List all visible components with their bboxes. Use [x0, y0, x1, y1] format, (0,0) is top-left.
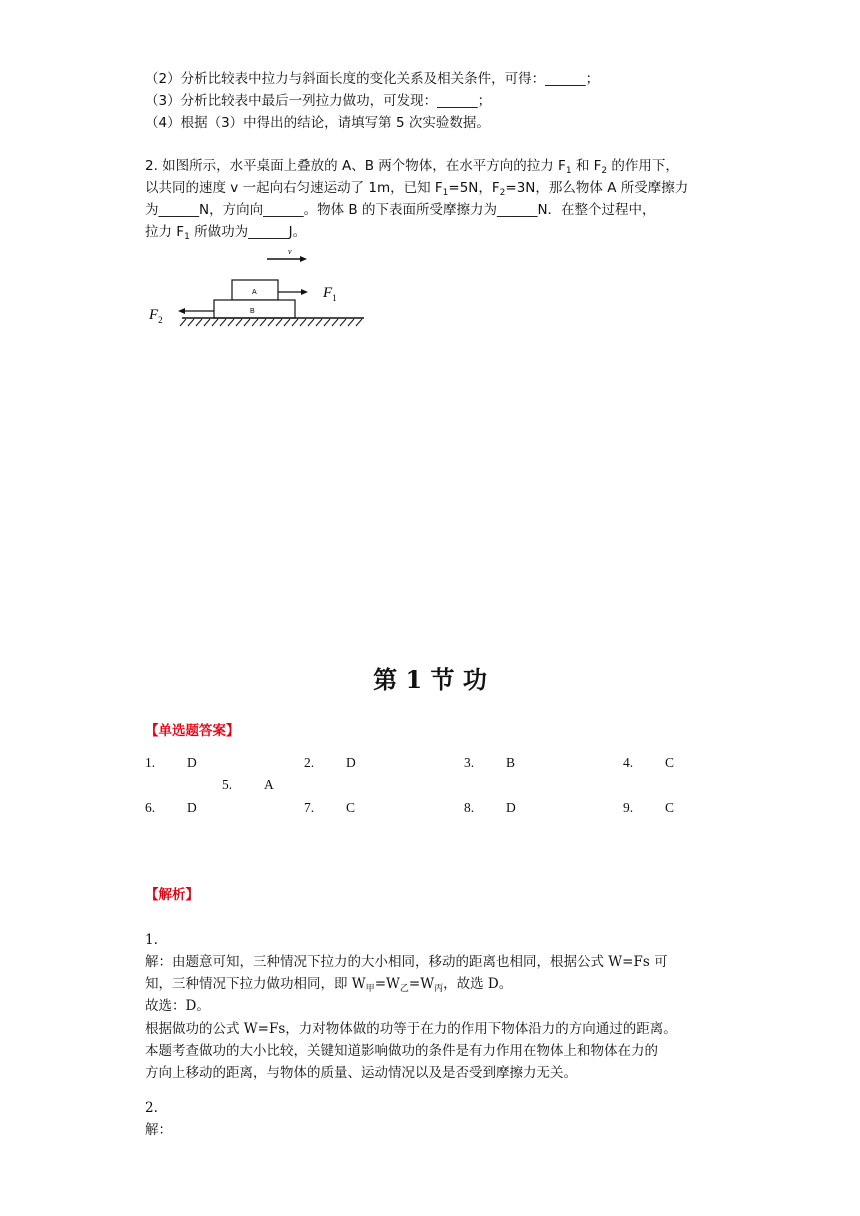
- analysis-choice: 故选：D。: [145, 998, 210, 1014]
- analysis-text: 根据做功的公式 W=Fs，力对物体做的功等于在力的作用下物体沿力的方向通过的距离。: [145, 1021, 677, 1037]
- answer-item: 3. B: [464, 755, 516, 770]
- q2-line-4: 拉力 $F_1$ 所做功为______J。: [145, 224, 307, 242]
- ground-hatching: [180, 319, 362, 326]
- analysis-text: 本题考查做功的大小比较，关键知道影响做功的条件是有力作用在物体上和物体在力的: [145, 1043, 658, 1059]
- answer-item: 1. D: [145, 755, 197, 770]
- answer-item: 5. A: [222, 777, 274, 792]
- question-part-3: （3）分析比较表中最后一列拉力做功，可发现：______；: [145, 93, 492, 109]
- answer-item: 4. C: [623, 755, 675, 770]
- question-part-4: （4）根据（3）中得出的结论，请填写第 5 次实验数据。: [145, 115, 490, 131]
- q2-line-3: 为______N，方向向______。物体 B 的下表面所受摩擦力为______N．在整个过程中，: [145, 202, 656, 218]
- blocks-figure: [140, 245, 380, 335]
- analysis-number: 2.: [145, 1100, 158, 1116]
- analysis-text: 解：由题意可知，三种情况下拉力的大小相同，移动的距离也相同，根据公式 W=Fs 可: [145, 954, 668, 970]
- block-b-label: B: [250, 308, 255, 315]
- question-part-2: （2）分析比较表中拉力与斜面长度的变化关系及相关条件，可得：______；: [145, 71, 600, 87]
- analysis-text: 知，三种情况下拉力做功相同，即 $W_甲=W_乙=W_丙$，故选 D。: [145, 976, 513, 994]
- q2-line-2: 以共同的速度 v 一起向右匀速运动了 1m，已知 $F_1=5N$，$F_2=3N$，那么物体 A 所受摩擦力: [145, 180, 689, 198]
- q2-line-1: 2. 如图所示，水平桌面上叠放的 A、B 两个物体，在水平方向的拉力 $F_1$ 和 $F_2$ 的作用下，: [145, 158, 679, 176]
- block-a-label: A: [252, 289, 257, 296]
- analysis-text: 方向上移动的距离，与物体的质量、运动情况以及是否受到摩擦力无关。: [145, 1065, 577, 1081]
- single-choice-header: 【单选题答案】: [145, 723, 240, 739]
- answer-item: 6. D: [145, 800, 197, 815]
- analysis-number: 1.: [145, 932, 158, 948]
- velocity-label: v: [288, 247, 292, 256]
- answer-item: 7. C: [304, 800, 356, 815]
- answer-item: 8. D: [464, 800, 516, 815]
- section-title: 第 1 节 功: [373, 665, 487, 694]
- answer-item: 2. D: [304, 755, 356, 770]
- analysis-text: 解：: [145, 1122, 172, 1138]
- analysis-header: 【解析】: [145, 887, 199, 903]
- f1-label: $F_1$: [323, 285, 337, 303]
- f2-label: $F_2$: [149, 307, 163, 325]
- answer-item: 9. C: [623, 800, 675, 815]
